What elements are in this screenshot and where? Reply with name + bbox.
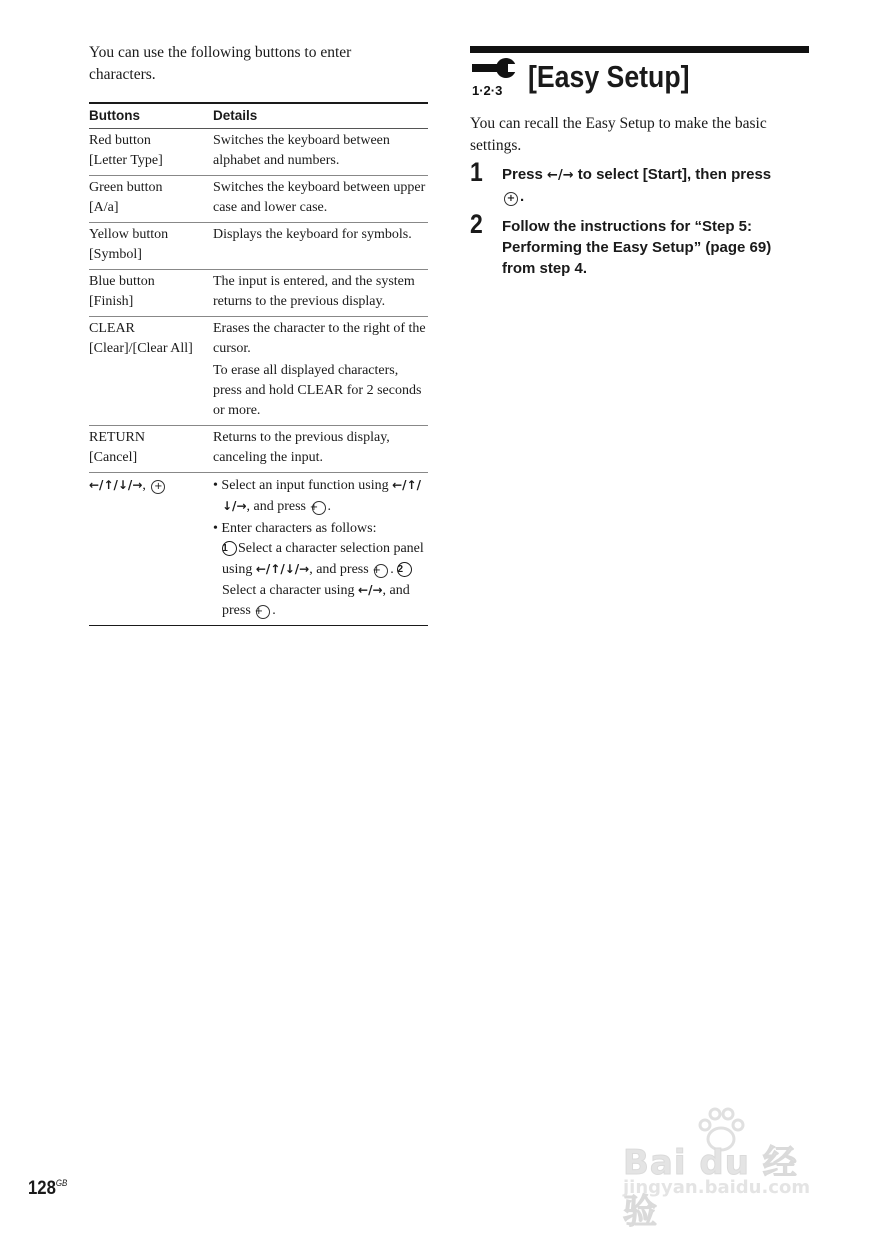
button-name: [A/a]: [89, 200, 119, 215]
section-top-rule: [470, 46, 809, 53]
details-cell: [213, 426, 428, 473]
table-row: [89, 317, 428, 426]
step-number: 1: [470, 157, 483, 187]
button-name: Yellow button: [89, 227, 169, 242]
button-name: [Symbol]: [89, 247, 142, 262]
bullet-text: Select an input function using: [221, 478, 393, 493]
details-text: Erases the character to the right of the cursor.: [213, 321, 426, 356]
button-name: RETURN: [89, 430, 145, 445]
details-cell: [213, 317, 428, 426]
separator: ,: [142, 478, 150, 493]
step-number: 2: [470, 209, 483, 239]
button-cell: [89, 317, 213, 426]
period: .: [327, 499, 331, 514]
bullet-text: Enter characters as follows:: [221, 521, 377, 536]
enter-button-icon: +: [504, 192, 518, 206]
buttons-table: [89, 102, 428, 626]
header-buttons: Buttons: [89, 103, 213, 129]
step-text: [502, 164, 807, 207]
bullet-text: Select a character selection panel using: [222, 541, 424, 577]
arrows-glyph: ←/↑/↓/→: [89, 478, 143, 492]
details-cell: [213, 473, 428, 626]
button-name: [Clear]/[Clear All]: [89, 341, 193, 356]
details-cell: [213, 176, 428, 223]
details-cell: [213, 270, 428, 317]
section-description: You can recall the Easy Setup to make the basic settings.: [470, 115, 767, 154]
wrench-setup-icon: [470, 58, 522, 98]
table-row: [89, 270, 428, 317]
button-cell: [89, 223, 213, 270]
step-number-circle: 1: [222, 541, 237, 556]
arrows-glyph: ←/↑/↓/→: [222, 478, 421, 513]
bullet-text: Select a character using: [222, 583, 359, 598]
step-text-part: to select [Start], then press: [573, 166, 772, 183]
bullet-item: • Enter characters as follows: 1 Select a character selection panel using ←/↑/↓/→, and press + . 2Select a character using ←/→, and press + .: [213, 521, 424, 618]
page-suffix: GB: [55, 1178, 68, 1188]
period: .: [390, 562, 394, 577]
enter-button-icon: +: [256, 605, 270, 619]
button-cell: [89, 270, 213, 317]
button-cell: [89, 426, 213, 473]
watermark-text: Bai du 经验: [623, 1143, 798, 1232]
details-text: The input is entered, and the system returns to the previous display.: [213, 274, 415, 309]
period: .: [272, 603, 276, 618]
header-details: Details: [213, 103, 428, 129]
details-cell: [213, 223, 428, 270]
button-name: Blue button: [89, 274, 155, 289]
page-number-value: 128: [28, 1178, 56, 1199]
details-text: Returns to the previous display, canceling the input.: [213, 430, 390, 465]
button-cell: [89, 129, 213, 176]
intro-text: You can use the following buttons to enter characters.: [89, 44, 352, 83]
details-text: Displays the keyboard for symbols.: [213, 227, 412, 242]
table-row: [89, 129, 428, 176]
table-row: [89, 426, 428, 473]
button-name: Red button: [89, 133, 151, 148]
watermark-url: jingyan.baidu.com: [623, 1177, 811, 1198]
table-row: [89, 176, 428, 223]
step-1: [470, 158, 815, 208]
enter-button-icon: +: [312, 501, 326, 515]
table-row: [89, 223, 428, 270]
baidu-watermark: [615, 1105, 830, 1232]
button-name: CLEAR: [89, 321, 135, 336]
step-text: Follow the instructions for “Step 5: Performing the Easy Setup” (page 69) from step 4.: [502, 218, 772, 277]
bullet-item: • Select an input function using ←/↑/↓/→, and press + .: [213, 478, 421, 514]
enter-button-icon: +: [374, 564, 388, 578]
details-cell: [213, 129, 428, 176]
table-row: [89, 473, 428, 626]
details-text: Switches the keyboard between alphabet and numbers.: [213, 133, 390, 168]
section-title: [Easy Setup]: [528, 59, 690, 94]
bullet-text: , and press: [222, 583, 410, 618]
page-number: [28, 1178, 67, 1200]
button-cell: [89, 176, 213, 223]
step-number-circle: 2: [397, 562, 412, 577]
button-cell: [89, 473, 213, 626]
bullet-text: , and press: [246, 499, 310, 514]
button-name: [Letter Type]: [89, 153, 163, 168]
button-name: [Finish]: [89, 294, 134, 309]
step-text-part: .: [520, 188, 525, 205]
section-heading: [470, 58, 809, 100]
arrows-glyph: ←/→: [358, 583, 383, 597]
button-name: Green button: [89, 180, 163, 195]
details-text: To erase all displayed characters, press and hold CLEAR for 2 seconds or more.: [213, 363, 422, 418]
icon-caption: 1·2·3: [472, 83, 503, 98]
enter-button-icon: +: [151, 480, 165, 494]
button-name: [Cancel]: [89, 450, 138, 465]
step-text-part: Press: [502, 166, 548, 183]
details-text: Switches the keyboard between upper case and lower case.: [213, 180, 426, 215]
step-2: [470, 210, 815, 280]
arrows-glyph: ←/→: [547, 168, 574, 183]
arrows-glyph: ←/↑/↓/→: [255, 562, 310, 576]
bullet-text: , and press: [309, 562, 373, 577]
table-header-row: [89, 103, 428, 129]
